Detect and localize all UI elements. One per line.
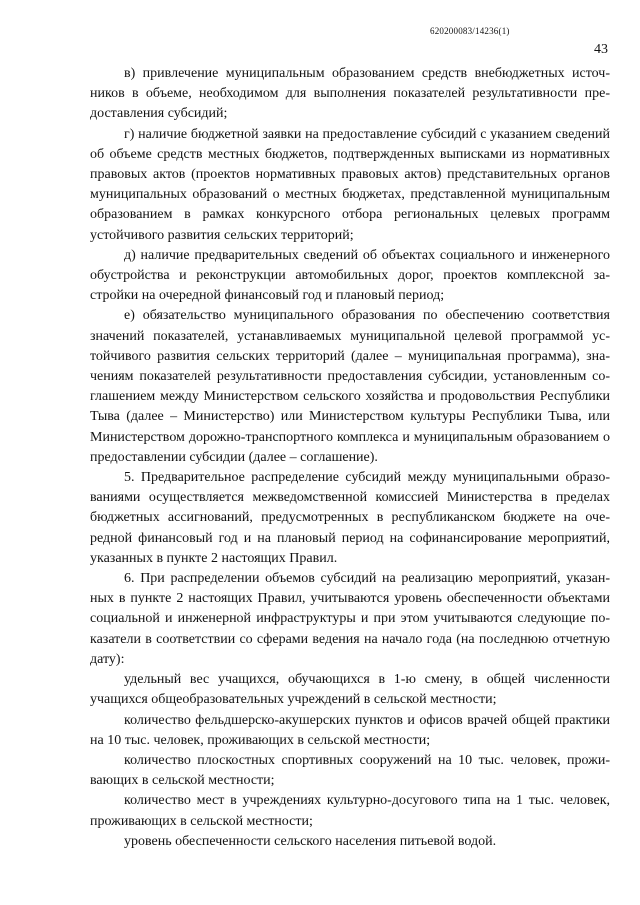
paragraph-g: г) наличие бюджетной заявки на предоставление субсидий с указанием сведений об объеме средств местных бюджетов, подтвержденных выписками из нормативных правовых актов (проектов нормативных правовых актов) представительных органов муниципальных образований о местных бюджетах, представленной муниципальным образованием в рамках конкурсного отбора региональных целевых программ устойчивого развития сельских территорий; (90, 126, 610, 243)
paragraph-6: 6. При распределении объемов субсидий на реализацию мероприятий, указанных в пункте 2 настоящих Правил, учитываются уровень обеспеченности объектами социальной и инженерной инфраструктуры и при этом учитываются следующие показатели в соответствии со сферами ведения на начало года (на последнюю отчетную дату): (90, 571, 610, 667)
indicator-medical-points: количество фельдшерско-акушерских пунктов и офисов врачей общей практики на 10 тыс. человек, проживающих в сельской местности; (90, 712, 610, 748)
paragraph-d: д) наличие предварительных сведений об объектах социального и инженерного обустройства и реконструкции автомобильных дорог, проектов комплексной застройки на очередной финансовый год и плановый период; (90, 247, 610, 304)
paragraph-v: в) привлечение муниципальным образованием средств внебюджетных источников в объеме, необходимом для выполнения показателей результативности предоставления субсидий; (90, 66, 610, 122)
paragraph-e: е) обязательство муниципального образования по обеспечению соответствия значений показателей, устанавливаемых муниципальной целевой программой устойчивого развития сельских территорий (далее – муниципальная программа), значениям показателей результативности предоставления субсидии, установленным соглашением между Министерством сельского хозяйства и продовольствия Республики Тыва (далее – Министерство) или Министерством культуры Республики Тыва, или Министерством дорожно-транспортного комплекса и муниципальным образованием о предоставлении субсидии (далее – соглашение). (90, 308, 610, 465)
page-number: 43 (594, 42, 608, 57)
document-body (90, 64, 610, 852)
paragraph-5: 5. Предварительное распределение субсидий между муниципальными образованиями осуществляется межведомственной комиссией Министерства в пределах бюджетных ассигнований, предусмотренных в республиканском бюджете на очередной финансовый год и на плановый период на софинансирование мероприятий, указанных в пункте 2 настоящих Правил. (90, 470, 610, 566)
document-id: 620200083/14236(1) (430, 26, 510, 36)
indicator-drinking-water: уровень обеспеченности сельского населения питьевой водой. (124, 833, 497, 849)
indicator-students-shift: удельный вес учащихся, обучающихся в 1-ю смену, в общей численности учащихся общеобразовательных учреждений в сельской местности; (90, 672, 610, 708)
indicator-cultural-places: количество мест в учреждениях культурно-досугового типа на 1 тыс. человек, проживающих в сельской местности; (90, 793, 610, 829)
indicator-sports-facilities: количество плоскостных спортивных сооружений на 10 тыс. человек, проживающих в сельской местности; (90, 752, 610, 789)
